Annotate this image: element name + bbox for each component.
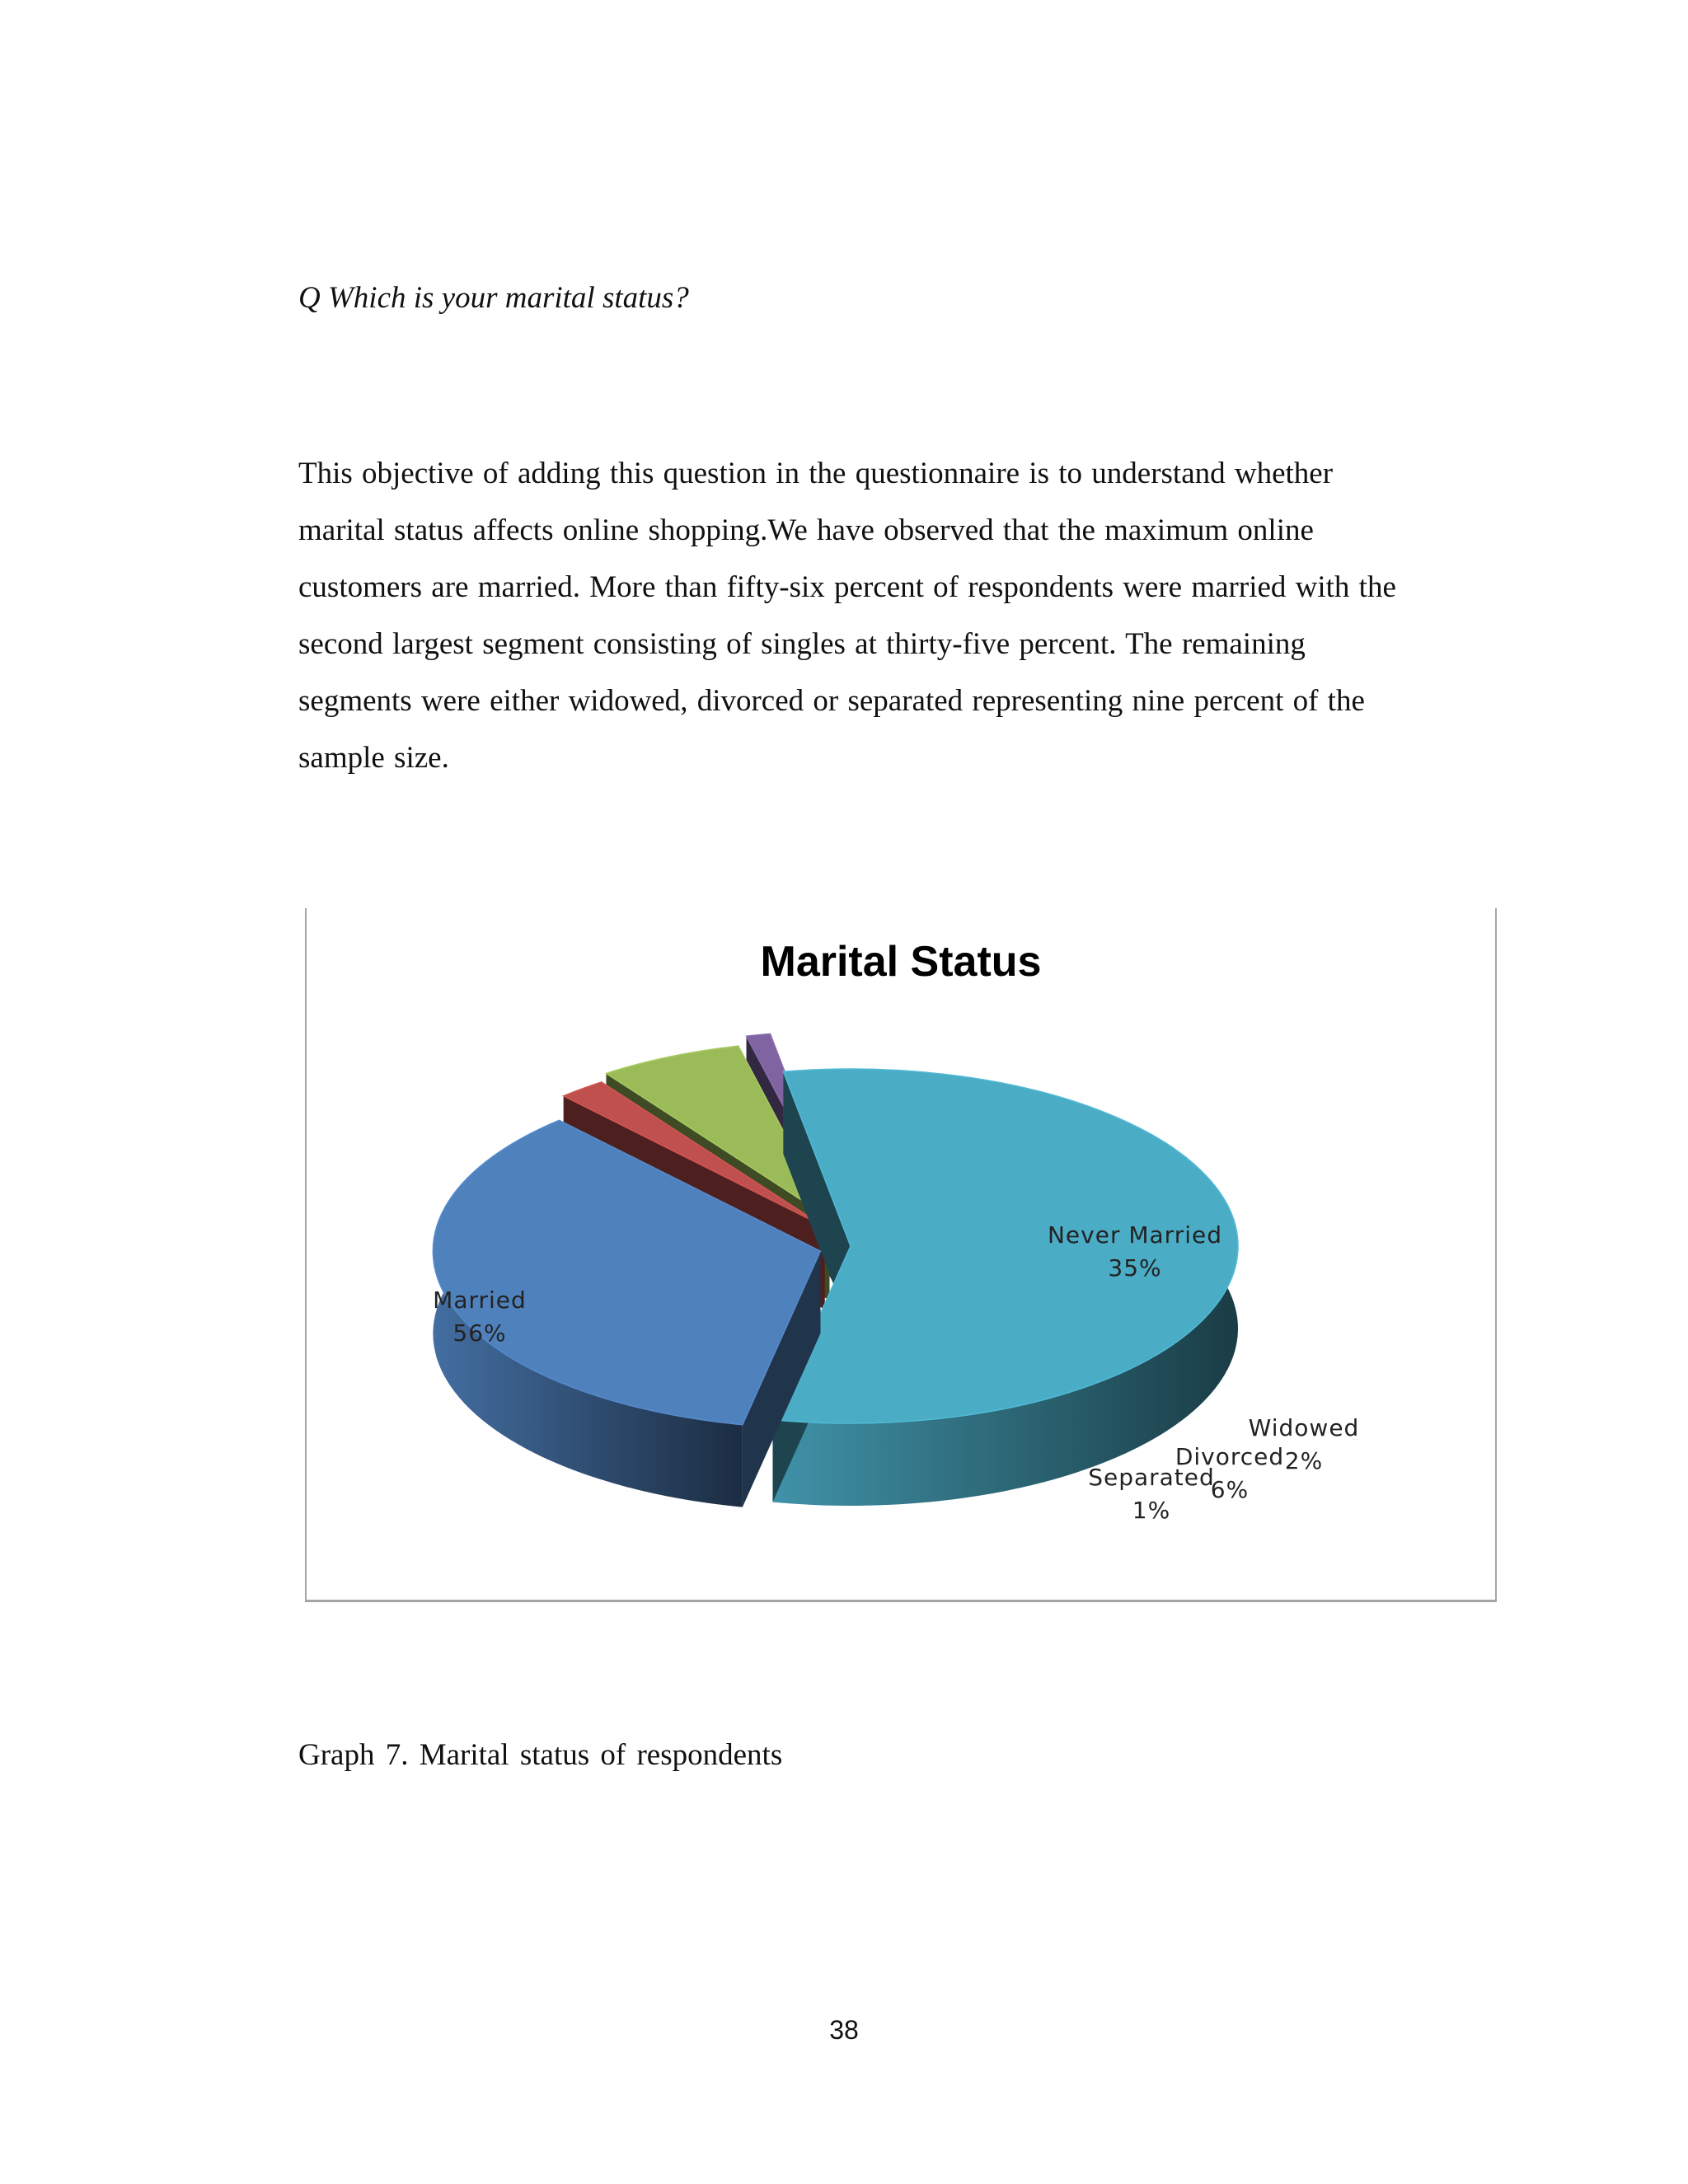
paragraph-line: second largest segment consisting of singles at thirty-five percent. The remaining [298, 627, 1306, 661]
paragraph-line: sample size. [298, 741, 449, 775]
slice-label-widowed: Widowed 2% [1248, 1414, 1360, 1474]
chart-title: Marital Status [760, 938, 1042, 986]
slice-label-separated: Separated 1% [1088, 1464, 1215, 1524]
slice-label-never-married: Never Married 35% [1047, 1221, 1223, 1282]
pie-slice-married [772, 1069, 1238, 1506]
paragraph-line: segments were either widowed, divorced or separated representing nine percent of the [298, 684, 1365, 718]
figure-caption: Graph 7. Marital status of respondents [298, 1738, 783, 1772]
question-heading: Q Which is your marital status? [298, 281, 689, 315]
pie-chart [307, 908, 1498, 1602]
chart-frame [305, 908, 1497, 1602]
paragraph-line: marital status affects online shopping.We have observed that the maximum online [298, 513, 1314, 547]
paragraph-line: customers are married. More than fifty-six percent of respondents were married with the [298, 570, 1396, 604]
page-number: 38 [829, 2015, 859, 2045]
paragraph-line: This objective of adding this question in the questionnaire is to understand whether [298, 457, 1334, 490]
body-paragraph [298, 445, 1477, 786]
slice-label-married: Married 56% [433, 1286, 527, 1347]
slice-label-divorced: Divorced 6% [1175, 1443, 1285, 1503]
